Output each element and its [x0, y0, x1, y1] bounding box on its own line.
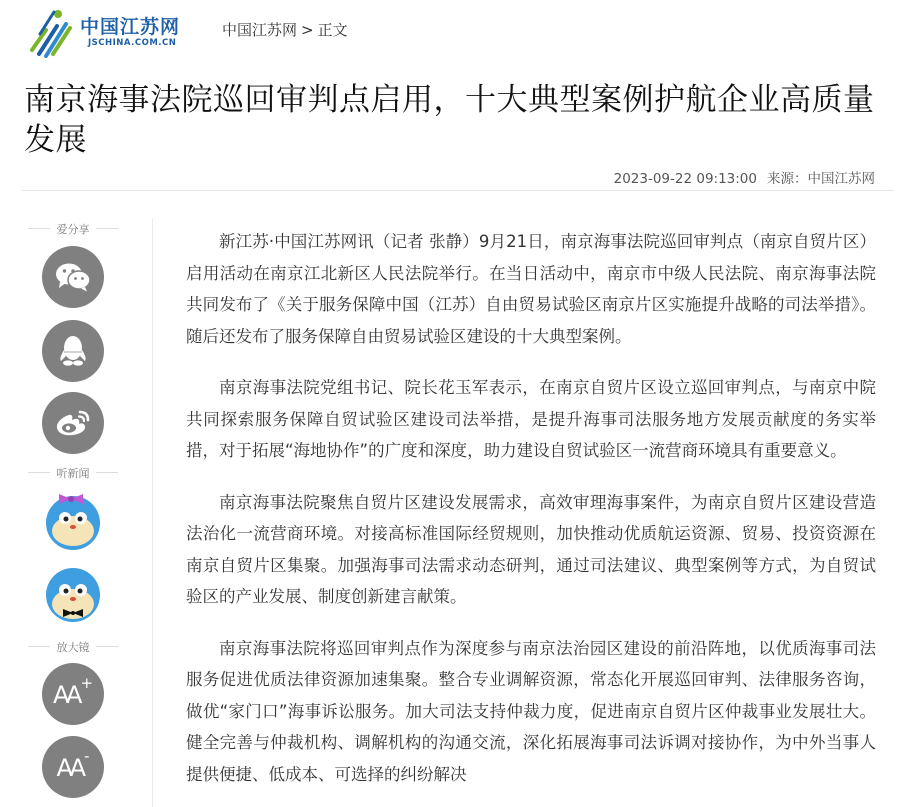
logo-mark-icon [26, 4, 76, 58]
title-divider [22, 190, 894, 191]
article-paragraph: 南京海事法院将巡回审判点作为深度参与南京法治园区建设的前沿阵地，以优质海事司法服务促进优质法律资源加速集聚。整合专业调解资源，常态化开展巡回审判、法律服务咨询，做优“家门口”海事诉讼服务。加大司法支持仲裁力度，促进南京自贸片区仲裁事业发展壮大。健全完善与仲裁机构、调解机构的沟通交流，深化拓展海事司法诉调对接协作，为中外当事人提供便捷、低成本、可选择的纠纷解决 [186, 638, 876, 784]
site-logo[interactable] [26, 4, 194, 58]
breadcrumb [222, 19, 348, 40]
breadcrumb-separator: > [301, 21, 314, 39]
share-rail [22, 214, 124, 807]
site-header [0, 0, 899, 62]
logo-text-en: JSCHINA.COM.CN [88, 38, 177, 48]
article-body [186, 226, 876, 807]
weibo-icon [54, 407, 92, 439]
article-paragraph: 南京海事法院党组书记、院长花玉军表示，在南京自贸片区设立巡回审判点，与南京中院共同探索服务保障自贸试验区建设司法举措，是提升海事司法服务地方发展贡献度的务实举措，对于拓展“海地协作”的广度和深度，助力建设自贸试验区一流营商环境具有重要意义。 [186, 378, 876, 460]
zoom-in-button[interactable] [42, 663, 104, 725]
article-paragraph: 南京海事法院聚焦自贸片区建设发展需求，高效审理海事案件，为南京自贸片区建设营造法治化一流营商环境。对接高标准国际经贸规则，加快推动优质航运资源、贸易、投资资源在南京自贸片区集聚。加强海事司法需求动态研判，通过司法建议、典型案例等方式，为自贸试验区的产业发展、制度创新建言献策。 [186, 492, 876, 606]
male-voice-mascot-icon[interactable] [42, 563, 104, 625]
rail-divider [152, 218, 153, 807]
article-meta [614, 167, 875, 187]
share-qq-button[interactable] [42, 320, 104, 382]
share-wechat-button[interactable] [42, 246, 104, 308]
logo-text-cn: 中国江苏网 [80, 16, 181, 38]
listen-label: 听新闻 [22, 465, 124, 481]
share-weibo-button[interactable] [42, 392, 104, 454]
source-link[interactable]: 中国江苏网 [807, 171, 875, 187]
wechat-icon [54, 261, 92, 293]
publish-datetime: 2023-09-22 09:13:00 [613, 171, 757, 187]
female-voice-mascot-icon[interactable] [42, 489, 104, 551]
breadcrumb-current: 正文 [317, 21, 348, 39]
zoom-out-button[interactable] [42, 736, 104, 798]
article-paragraph: 新江苏·中国江苏网讯（记者 张静）9月21日，南京海事法院巡回审判点（南京自贸片区）启用活动在南京江北新区人民法院举行。在当日活动中，南京市中级人民法院、南京海事法院共同发布了《关于服务保障中国（江苏）自由贸易试验区南京片区实施提升战略的司法举措》。随后还发布了服务保障自由贸易试验区建设的十大典型案例。 [186, 232, 876, 346]
zoom-label: 放大镜 [22, 639, 124, 655]
breadcrumb-home-link[interactable]: 中国江苏网 [222, 21, 298, 39]
qq-icon [58, 334, 88, 368]
font-increase-icon: AA + [52, 673, 94, 709]
page-title: 南京海事法院巡回审判点启用，十大典型案例护航企业高质量发展 [24, 82, 875, 158]
share-label: 爱分享 [22, 221, 124, 237]
source-label: 来源： [767, 171, 808, 187]
font-decrease-icon: AA - [56, 746, 90, 782]
